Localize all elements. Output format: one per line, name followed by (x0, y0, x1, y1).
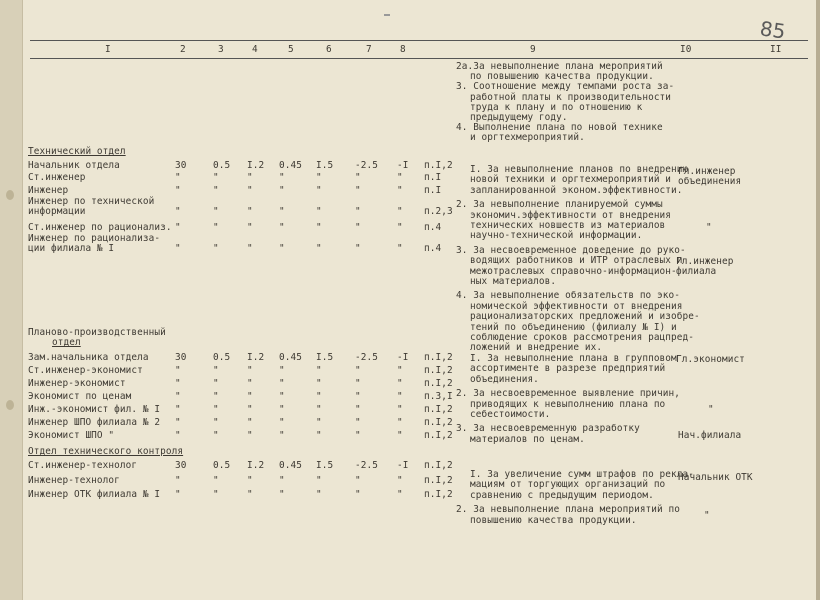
row-cell-c7: " (355, 430, 361, 441)
row-cell-c9: п.I,2 (424, 489, 453, 500)
row-cell-c2: 30 (175, 160, 187, 171)
row-cell-c8: " (397, 378, 403, 389)
row-cell-c6: " (316, 404, 322, 415)
row-cell-c8: " (397, 391, 403, 402)
header-rule-bottom (30, 58, 808, 59)
row-position: Ст.инженер-технолог (28, 460, 138, 471)
criterion-line: приводящих к невыполнению плана по (470, 398, 666, 410)
row-cell-c3: " (213, 206, 219, 217)
row-cell-c6: " (316, 222, 322, 233)
responsible-person: Нач.филиала (678, 430, 742, 441)
row-cell-c3: " (213, 365, 219, 376)
row-cell-c6: " (316, 489, 322, 500)
row-cell-c2: 30 (175, 352, 187, 363)
row-position: Инженер по рационализа- (28, 233, 161, 244)
row-cell-c7: " (355, 391, 361, 402)
responsible-person: " (706, 222, 712, 233)
row-cell-c6: " (316, 172, 322, 183)
row-position: Ст.инженер-экономист (28, 365, 143, 376)
row-cell-c8: " (397, 430, 403, 441)
row-cell-c2: 30 (175, 460, 187, 471)
row-cell-c6: " (316, 206, 322, 217)
row-cell-c9: п.I (424, 172, 442, 183)
row-cell-c6: " (316, 365, 322, 376)
criterion-line: материалов по ценам. (470, 433, 585, 445)
row-cell-c3: " (213, 489, 219, 500)
row-cell-c5: " (279, 489, 285, 500)
criterion-line: соблюдение сроков рассмотрения рацпред- (470, 332, 695, 343)
section-title: Отдел технического контроля (28, 446, 184, 457)
row-cell-c2: " (175, 378, 181, 389)
row-cell-c4: " (247, 185, 253, 196)
row-cell-c7: -2.5 (355, 160, 378, 171)
row-cell-c5: 0.45 (279, 460, 302, 471)
row-cell-c4: " (247, 172, 253, 183)
row-cell-c4: " (247, 475, 253, 486)
row-cell-c4: " (247, 222, 253, 233)
row-cell-c2: " (175, 243, 181, 254)
row-position: Экономист ШПО " (28, 430, 115, 441)
criterion-line: тений по объединению (филиалу № I) и (470, 321, 677, 333)
criterion-line: новой техники и оргтехмероприятий и (470, 174, 672, 186)
row-cell-c3: " (213, 417, 219, 428)
row-cell-c5: " (279, 172, 285, 183)
row-cell-c7: " (355, 185, 361, 196)
row-cell-c9: п.I,2 (424, 378, 453, 389)
row-position: Экономист по ценам (28, 391, 132, 402)
criterion-line: технических новшеств из материалов (470, 220, 666, 231)
column-header-2: 2 (180, 44, 186, 55)
row-cell-c8: -I (397, 160, 409, 171)
criterion-line: 3. За несвоевременное доведение до руко- (456, 244, 686, 256)
row-cell-c8: " (397, 365, 403, 376)
row-cell-c7: -2.5 (355, 352, 378, 363)
criterion-line: и оргтехмероприятий. (470, 132, 585, 144)
row-cell-c2: " (175, 404, 181, 415)
criterion-line: 2а.За невыполнение плана мероприятий (456, 61, 663, 72)
row-position: Ст.инженер по рационализ. (28, 222, 172, 233)
header-rule-top (30, 40, 808, 41)
row-cell-c4: " (247, 206, 253, 217)
column-header-11: II (770, 44, 782, 55)
row-cell-c3: " (213, 378, 219, 389)
row-cell-c2: " (175, 365, 181, 376)
column-header-8: 8 (400, 44, 406, 55)
criterion-line: повышению качества продукции. (470, 514, 637, 526)
row-cell-c7: " (355, 378, 361, 389)
criterion-line: 3. За несвоевременную разработку (456, 423, 640, 435)
row-cell-c4: " (247, 243, 253, 254)
row-cell-c4: " (247, 378, 253, 389)
row-cell-c7: -2.5 (355, 460, 378, 471)
row-cell-c4: I.2 (247, 460, 265, 471)
criterion-line: работной платы к производительности (470, 91, 672, 103)
row-cell-c3: " (213, 172, 219, 183)
responsible-person: Гл.инженер (676, 256, 734, 267)
row-cell-c7: " (355, 243, 361, 254)
column-header-9: 9 (530, 44, 536, 55)
row-cell-c9: п.I,2 (424, 404, 453, 415)
row-cell-c2: " (175, 475, 181, 486)
punch-hole (6, 400, 14, 410)
row-cell-c2: " (175, 430, 181, 441)
responsible-person: Гл.инженер (678, 166, 736, 177)
row-cell-c4: I.2 (247, 160, 265, 171)
row-position: Инженер ОТК филиала № I (28, 489, 161, 500)
criterion-line: I. За увеличение сумм штрафов по рекла- (470, 469, 695, 480)
criterion-line: по повышению качества продукции. (470, 71, 654, 83)
row-cell-c9: п.I,2 (424, 160, 453, 171)
row-cell-c8: " (397, 404, 403, 415)
row-position: ции филиала № I (28, 243, 115, 254)
criterion-line: 4. Выполнение плана по новой технике (456, 122, 663, 134)
row-cell-c4: I.2 (247, 352, 265, 363)
row-cell-c7: " (355, 206, 361, 217)
row-position: Начальник отдела (28, 160, 120, 171)
responsible-person: " (704, 510, 710, 521)
responsible-person: Начальник ОТК (678, 472, 753, 483)
staple-mark (384, 14, 390, 16)
criterion-line: межотраслевых справочно-информацион- (470, 265, 677, 277)
section-title-cont: отдел (52, 337, 81, 348)
row-cell-c3: 0.5 (213, 460, 231, 471)
row-cell-c9: п.I,2 (424, 417, 453, 428)
row-cell-c8: " (397, 185, 403, 196)
row-cell-c5: " (279, 243, 285, 254)
row-cell-c2: " (175, 391, 181, 402)
row-cell-c5: " (279, 185, 285, 196)
row-cell-c7: " (355, 475, 361, 486)
responsible-person: Гл.экономист (676, 354, 745, 365)
page-number: 85 (758, 16, 787, 44)
row-cell-c6: " (316, 430, 322, 441)
row-cell-c3: " (213, 391, 219, 402)
row-position: Инж.-экономист фил. № I (28, 404, 161, 415)
row-cell-c8: " (397, 172, 403, 183)
column-header-7: 7 (366, 44, 372, 55)
row-cell-c7: " (355, 489, 361, 500)
row-cell-c5: 0.45 (279, 160, 302, 171)
criterion-line: 2. За невыполнение планируемой суммы (456, 199, 663, 211)
column-header-1: I (105, 44, 111, 55)
row-cell-c5: " (279, 430, 285, 441)
section-title: Планово-производственный (28, 327, 166, 338)
criterion-line: номической эффективности от внедрения (470, 300, 683, 312)
row-cell-c9: п.4 (424, 243, 442, 254)
row-position: Ст.инженер (28, 172, 86, 183)
criterion-line: мациям от торгующих организаций по (470, 479, 666, 491)
row-cell-c8: " (397, 489, 403, 500)
criterion-line: 2. За несвоевременное выявление причин, (456, 388, 681, 400)
row-cell-c7: " (355, 417, 361, 428)
row-cell-c7: " (355, 365, 361, 376)
row-cell-c8: " (397, 417, 403, 428)
row-cell-c9: п.4 (424, 222, 442, 233)
row-cell-c6: " (316, 185, 322, 196)
criterion-line: экономич.эффективности от внедрения (470, 209, 672, 221)
row-position: Инженер-экономист (28, 378, 126, 389)
row-position: Зам.начальника отдела (28, 352, 149, 363)
row-cell-c4: " (247, 489, 253, 500)
criterion-line: ложений и внедрение их. (470, 342, 603, 354)
column-header-10: I0 (680, 44, 692, 55)
punch-hole (6, 190, 14, 200)
row-cell-c6: " (316, 243, 322, 254)
row-cell-c6: " (316, 475, 322, 486)
row-cell-c3: " (213, 243, 219, 254)
row-cell-c8: -I (397, 460, 409, 471)
criterion-line: I. За невыполнение планов по внедрению (470, 164, 689, 175)
binder-margin (0, 0, 23, 600)
row-cell-c3: " (213, 404, 219, 415)
row-cell-c3: " (213, 222, 219, 233)
row-cell-c2: " (175, 222, 181, 233)
row-cell-c5: " (279, 222, 285, 233)
row-position: Инженер по технической (28, 196, 155, 207)
row-cell-c9: п.I,2 (424, 460, 453, 471)
row-cell-c9: п.I (424, 185, 442, 196)
row-cell-c2: " (175, 185, 181, 196)
row-cell-c2: " (175, 172, 181, 183)
row-cell-c5: " (279, 378, 285, 389)
row-cell-c2: " (175, 489, 181, 500)
row-cell-c6: " (316, 391, 322, 402)
row-cell-c9: п.3,I (424, 391, 453, 402)
criterion-line: запланированной эконом.эффективности. (470, 184, 683, 196)
row-cell-c5: " (279, 404, 285, 415)
criterion-line: 2. За невыполнение плана мероприятий по (456, 504, 681, 516)
row-cell-c9: п.2,3 (424, 206, 453, 217)
criterion-line: сравнению с предыдущим периодом. (470, 489, 654, 501)
column-header-3: 3 (218, 44, 224, 55)
row-cell-c3: 0.5 (213, 160, 231, 171)
criterion-line: водящих работников и ИТР отраслевых и (470, 255, 683, 267)
row-cell-c5: " (279, 365, 285, 376)
row-cell-c9: п.I,2 (424, 365, 453, 376)
section-title: Технический отдел (28, 146, 126, 157)
row-cell-c9: п.I,2 (424, 475, 453, 486)
row-cell-c8: " (397, 475, 403, 486)
row-cell-c6: I.5 (316, 160, 334, 171)
row-cell-c7: " (355, 172, 361, 183)
row-cell-c7: " (355, 222, 361, 233)
criterion-line: 3. Соотношение между темпами роста за- (456, 81, 675, 93)
row-cell-c5: " (279, 475, 285, 486)
criterion-line: рационализаторских предложений и изобре- (470, 311, 700, 323)
row-cell-c7: " (355, 404, 361, 415)
row-position: Инженер ШПО филиала № 2 (28, 417, 161, 428)
row-position: Инженер (28, 185, 69, 196)
row-cell-c4: " (247, 430, 253, 441)
row-cell-c3: 0.5 (213, 352, 231, 363)
responsible-person: объединения (678, 176, 742, 187)
row-cell-c9: п.I,2 (424, 430, 453, 441)
row-cell-c4: " (247, 404, 253, 415)
row-cell-c5: " (279, 206, 285, 217)
row-cell-c8: " (397, 206, 403, 217)
row-cell-c3: " (213, 185, 219, 196)
row-cell-c6: " (316, 378, 322, 389)
row-cell-c3: " (213, 475, 219, 486)
row-cell-c5: " (279, 391, 285, 402)
row-cell-c6: I.5 (316, 460, 334, 471)
row-cell-c8: -I (397, 352, 409, 363)
row-cell-c2: " (175, 206, 181, 217)
row-cell-c9: п.I,2 (424, 352, 453, 363)
responsible-person: филиала (676, 266, 717, 277)
criterion-line: предыдущему году. (470, 112, 568, 123)
criterion-line: ных материалов. (470, 276, 557, 287)
row-position: информации (28, 206, 86, 217)
criterion-line: I. За невыполнение плана в групповом (470, 353, 677, 364)
row-cell-c4: " (247, 365, 253, 376)
row-cell-c6: " (316, 417, 322, 428)
page-edge (816, 0, 820, 600)
column-header-5: 5 (288, 44, 294, 55)
row-position: Инженер-технолог (28, 475, 120, 486)
criterion-line: себестоимости. (470, 409, 551, 420)
responsible-person: " (708, 404, 714, 415)
row-cell-c5: 0.45 (279, 352, 302, 363)
row-cell-c4: " (247, 391, 253, 402)
row-cell-c8: " (397, 243, 403, 254)
row-cell-c8: " (397, 222, 403, 233)
criterion-line: объединения. (470, 373, 539, 385)
row-cell-c2: " (175, 417, 181, 428)
column-header-4: 4 (252, 44, 258, 55)
row-cell-c6: I.5 (316, 352, 334, 363)
row-cell-c5: " (279, 417, 285, 428)
criterion-line: научно-технической информации. (470, 230, 643, 242)
row-cell-c3: " (213, 430, 219, 441)
criterion-line: 4. За невыполнение обязательств по эко- (456, 290, 681, 302)
column-header-6: 6 (326, 44, 332, 55)
criterion-line: труда к плану и по отношению к (470, 101, 643, 113)
row-cell-c4: " (247, 417, 253, 428)
criterion-line: ассортименте в разрезе предприятий (470, 363, 666, 375)
